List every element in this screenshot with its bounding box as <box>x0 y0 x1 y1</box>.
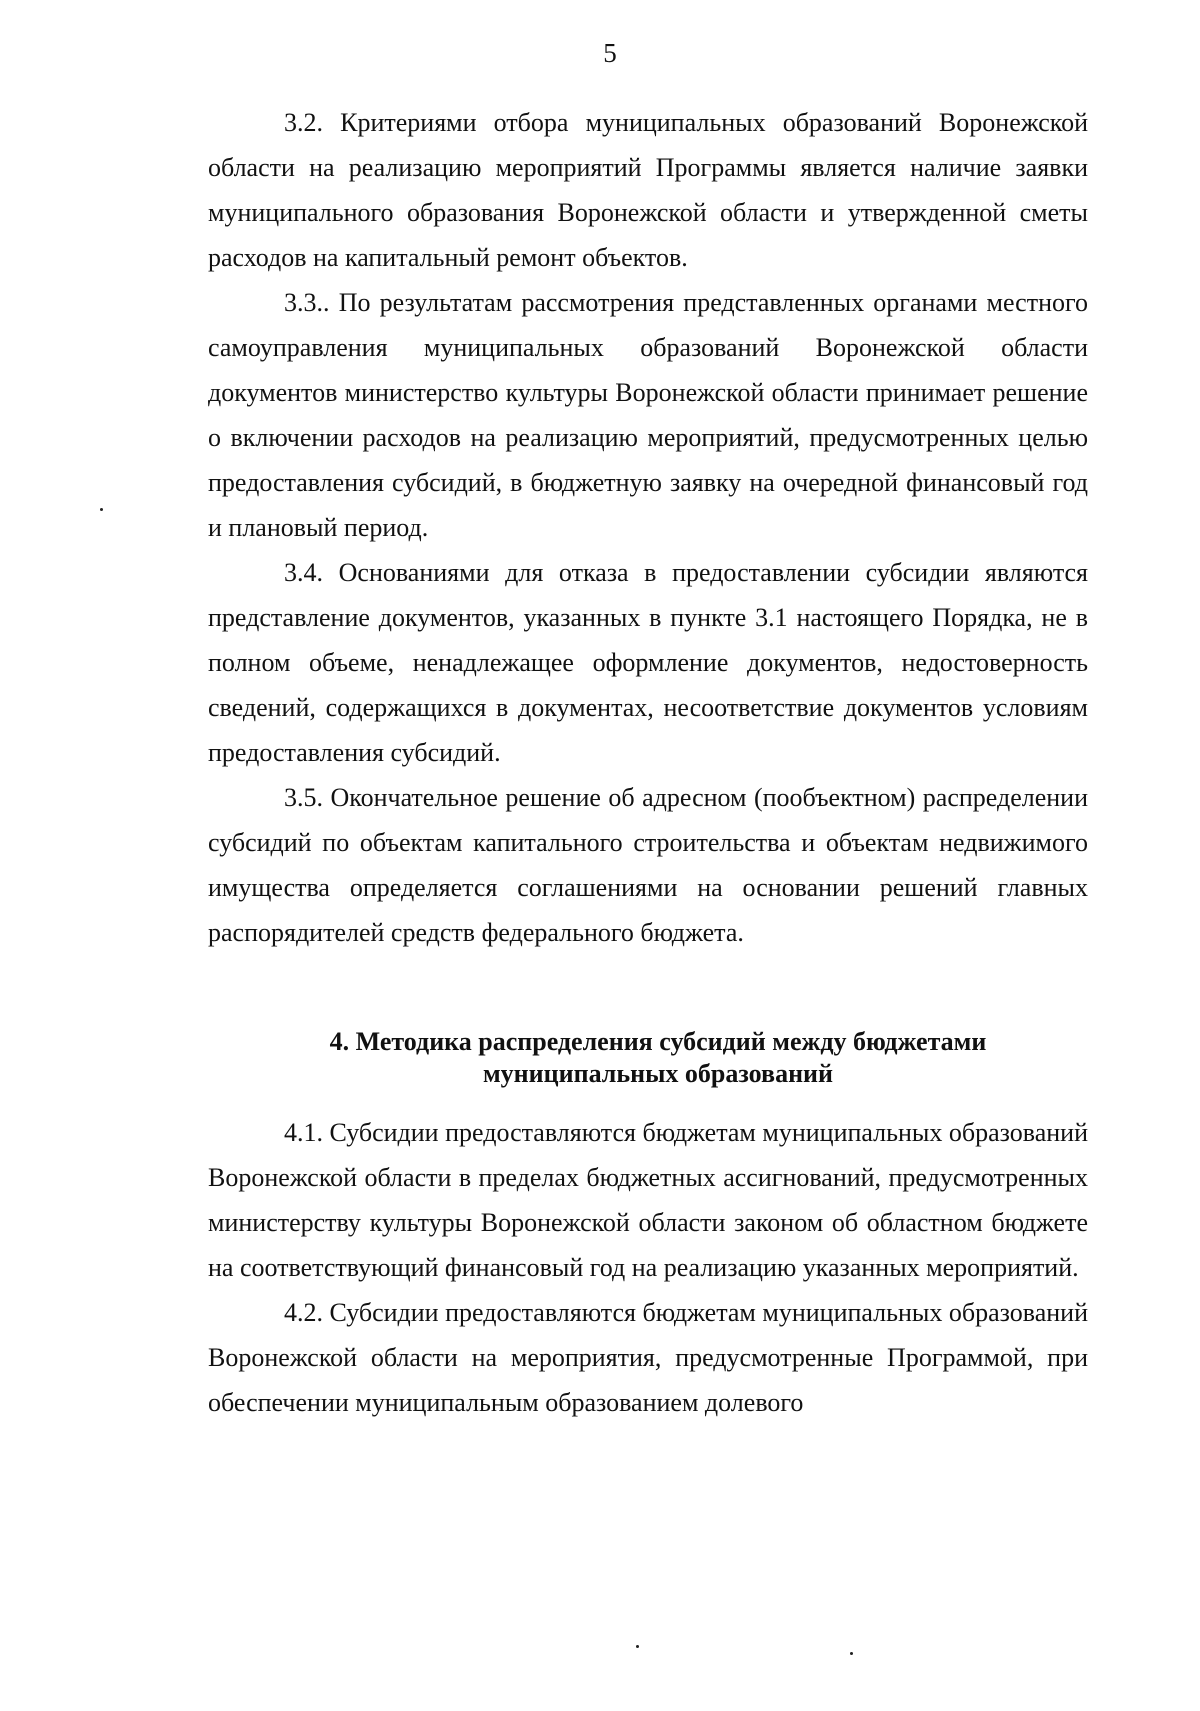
scan-speck <box>100 508 103 511</box>
section-3-body <box>208 100 1088 955</box>
page-number: 5 <box>603 38 617 68</box>
paragraph-3-3: 3.3.. По результатам рассмотрения представленных органами местного самоуправления муниципальных образований Воронежской области документов министерство культуры Воронежской области принимает решение о включении расходов на реализацию мероприятий, предусмотренных целью предоставления субсидий, в бюджетную заявку на очередной финансовый год и плановый период. <box>208 288 1088 542</box>
paragraph-3-2: 3.2. Критериями отбора муниципальных образований Воронежской области на реализацию мероприятий Программы является наличие заявки муниципального образования Воронежской области и утвержденной сметы расходов на капитальный ремонт объектов. <box>208 108 1088 272</box>
paragraph-3-4: 3.4. Основаниями для отказа в предоставлении субсидии являются представление документов, указанных в пункте 3.1 настоящего Порядка, не в полном объеме, ненадлежащее оформление документов, недостоверность сведений, содержащихся в документах, несоответствие документов условиям предоставления субсидий. <box>208 558 1088 767</box>
paragraph-4-1: 4.1. Субсидии предоставляются бюджетам муниципальных образований Воронежской области в пределах бюджетных ассигнований, предусмотренных министерству культуры Воронежской области законом об областном бюджете на соответствующий финансовый год на реализацию указанных мероприятий. <box>208 1118 1088 1282</box>
paragraph-4-2: 4.2. Субсидии предоставляются бюджетам муниципальных образований Воронежской области на мероприятия, предусмотренные Программой, при обеспечении муниципальным образованием долевого <box>208 1298 1088 1417</box>
scan-speck <box>636 1645 639 1648</box>
scan-speck <box>850 1652 853 1655</box>
section-4-heading <box>208 1026 1108 1090</box>
section-4-heading-line-2: муниципальных образований <box>482 1059 834 1088</box>
section-4-heading-line-1: 4. Методика распределения субсидий между бюджетами <box>329 1027 987 1056</box>
paragraph-3-5: 3.5. Окончательное решение об адресном (пообъектном) распределении субсидий по объектам капитального строительства и объектам недвижимого имущества определяется соглашениями на основании решений главных распорядителей средств федерального бюджета. <box>208 783 1088 947</box>
section-4-body <box>208 1110 1088 1425</box>
